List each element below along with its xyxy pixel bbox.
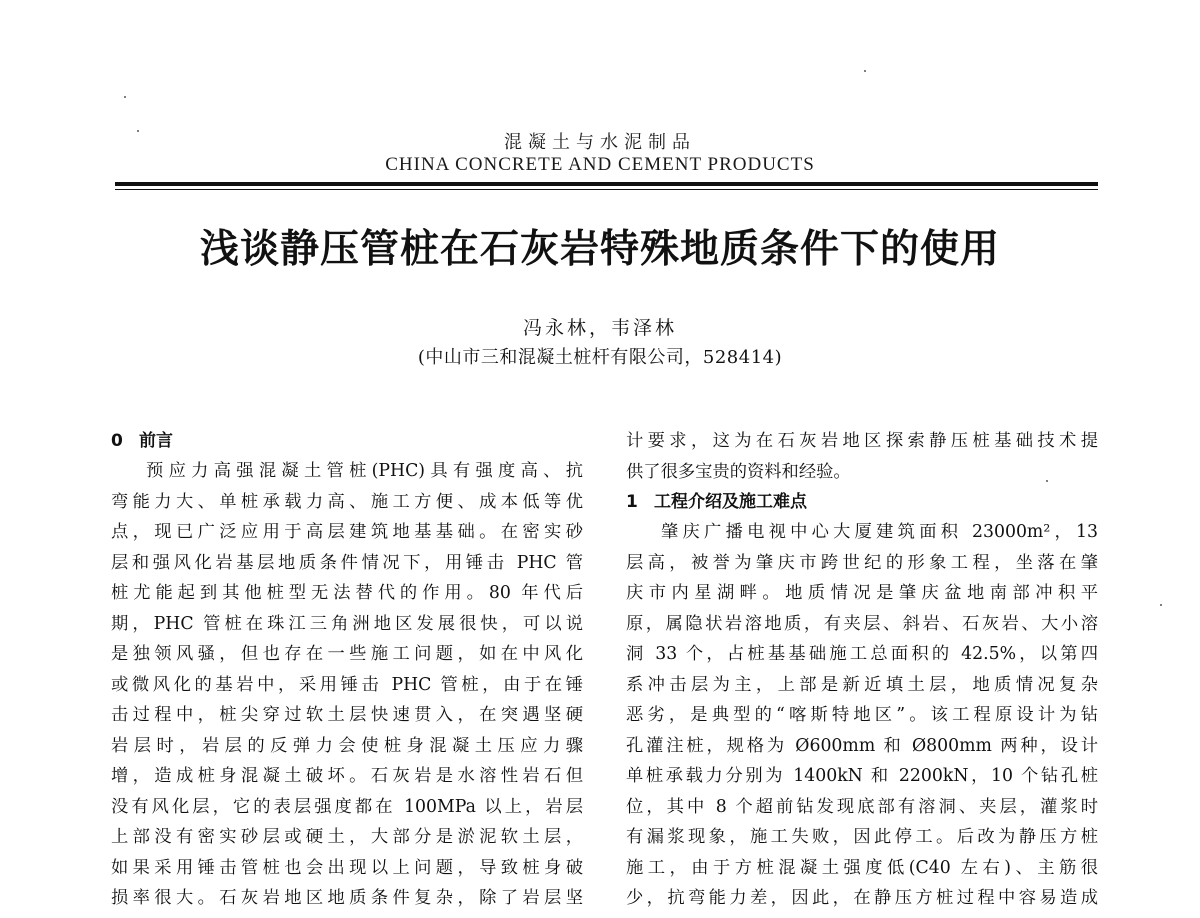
journal-name-english: CHINA CONCRETE AND CEMENT PRODUCTS (385, 154, 815, 175)
body-line: 施工，由于方桩混凝土强度低(C40 左右)、主筋很 (626, 857, 1098, 878)
body-line: 弯能力大、单桩承载力高、施工方便、成本低等优 (111, 491, 583, 512)
section-title: 工程介绍及施工难点 (654, 492, 807, 512)
body-line: 单桩承载力分别为 1400kN 和 2200kN，10 个钻孔桩 (626, 766, 1098, 786)
body-line: 供了很多宝贵的资料和经验。 (626, 461, 851, 482)
body-line: 上部没有密实砂层或硬土，大部分是淤泥软土层， (111, 827, 583, 847)
body-line: 系冲击层为主，上部是新近填土层，地质情况复杂 (626, 674, 1098, 695)
body-line: 损率很大。石灰岩地区地质条件复杂，除了岩层坚 (111, 888, 583, 908)
body-line: 增，造成桩身混凝土破坏。石灰岩是水溶性岩石但 (111, 766, 583, 786)
body-line: 原，属隐状岩溶地质，有夹层、斜岩、石灰岩、大小溶 (626, 613, 1098, 634)
journal-name-chinese: 混凝土与水泥制品 (504, 132, 696, 153)
body-line: 庆市内星湖畔。地质情况是肇庆盆地南部冲积平 (626, 583, 1098, 603)
article-authors: 冯永林，韦泽林 (522, 317, 677, 339)
body-line: 层和强风化岩基层地质条件情况下，用锤击 PHC 管 (111, 552, 583, 573)
body-line: 洞 33 个，占桩基基础施工总面积的 42.5%，以第四 (626, 644, 1098, 664)
body-line: 肇庆广播电视中心大厦建筑面积 23000m²，13 (661, 522, 1098, 542)
section-number: 0 (111, 431, 123, 451)
scan-speck (864, 70, 866, 72)
section-heading-1 (626, 487, 1098, 517)
body-line: 期，PHC 管桩在珠江三角洲地区发展很快，可以说 (111, 613, 583, 634)
scan-speck (124, 96, 126, 98)
section-heading-0 (111, 426, 583, 456)
right-column (626, 426, 1098, 914)
body-line: 孔灌注桩，规格为 Ø600mm 和 Ø800mm 两种，设计 (626, 735, 1098, 756)
body-line: 有漏浆现象，施工失败，因此停工。后改为静压方桩 (626, 827, 1098, 847)
body-line: 岩层时，岩层的反弹力会使桩身混凝土压应力骤 (111, 735, 583, 756)
article-affiliation: (中山市三和混凝土桩杆有限公司，528414) (417, 347, 783, 368)
header-rule-thick (115, 182, 1098, 186)
body-line: 位，其中 8 个超前钻发现底部有溶洞、夹层，灌浆时 (626, 796, 1098, 817)
body-line: 桩尤能起到其他桩型无法替代的作用。80 年代后 (111, 583, 583, 603)
body-line: 或微风化的基岩中，采用锤击 PHC 管桩，由于在锤 (111, 674, 583, 695)
article-title: 浅谈静压管桩在石灰岩特殊地质条件下的使用 (199, 227, 1000, 272)
body-line: 是独领风骚，但也存在一些施工问题，如在中风化 (111, 644, 583, 664)
header-rule-thin (115, 189, 1098, 190)
section-title: 前言 (139, 431, 173, 451)
scan-speck (1160, 604, 1162, 606)
body-line: 计要求，这为在石灰岩地区探索静压桩基础技术提 (626, 431, 1098, 451)
body-line: 没有风化层，它的表层强度都在 100MPa 以上，岩层 (111, 796, 583, 817)
section-number: 1 (626, 492, 638, 512)
body-line: 如果采用锤击管桩也会出现以上问题，导致桩身破 (111, 857, 583, 878)
body-line: 少，抗弯能力差，因此，在静压方桩过程中容易造成 (626, 888, 1098, 908)
left-column (111, 426, 583, 914)
body-line: 恶劣，是典型的“喀斯特地区”。该工程原设计为钻 (626, 705, 1098, 725)
body-line: 击过程中，桩尖穿过软土层快速贯入，在突遇坚硬 (111, 705, 583, 725)
body-line: 点，现已广泛应用于高层建筑地基基础。在密实砂 (111, 522, 583, 542)
body-line: 预应力高强混凝土管桩(PHC)具有强度高、抗 (146, 461, 583, 481)
body-line: 层高，被誉为肇庆市跨世纪的形象工程，坐落在肇 (626, 552, 1098, 573)
